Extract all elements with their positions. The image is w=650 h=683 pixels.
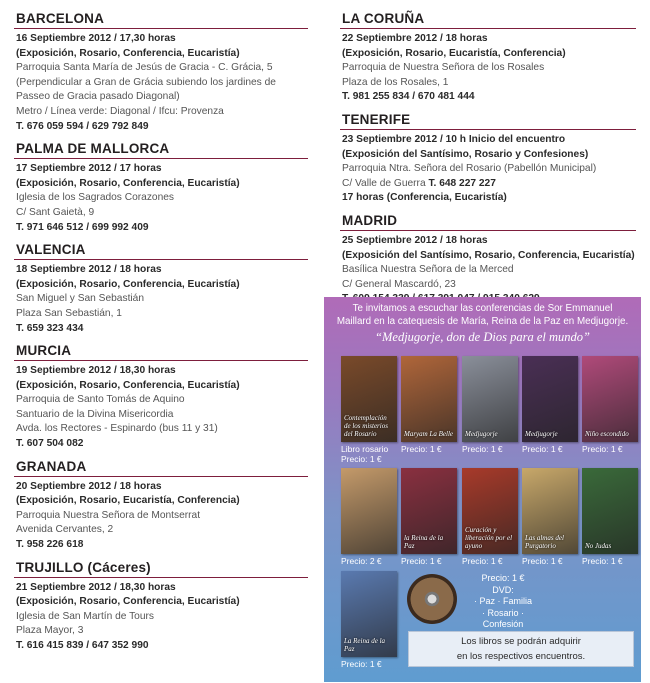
phone-number: 17 horas (Conferencia, Eucaristía) [342,192,507,204]
phone-number: T. 616 415 839 / 647 352 990 [16,640,149,651]
book-price: Precio: 1 € [462,556,503,566]
event-program: (Exposición, Rosario, Conferencia, Eucaristía) [16,379,240,391]
city-heading: LA CORUÑA [340,10,636,29]
venue-line: Metro / Línea verde: Diagonal / Ifcu: Provenza [16,105,224,117]
city-heading: MURCIA [14,342,308,361]
promo-intro-line-1: Te invitamos a escuchar las conferencias de Sor Emmanuel [352,303,613,314]
book-title: Medjugorje [465,430,498,438]
event-section [14,241,308,336]
book-cover [582,468,638,554]
event-date: 23 Septiembre 2012 / 10 h Inicio del encuentro [342,133,566,145]
event-section [340,10,636,105]
venue-phone-line [340,177,636,192]
promo-slogan: “Medjugorje, don de Dios para el mundo” [375,330,590,344]
event-section [14,10,308,134]
venue-line: Parroquia de Nuestra Señora de los Rosales [342,62,545,74]
book-title: Curación y liberación por el ayuno [465,526,513,550]
event-program: (Exposición, Rosario, Eucaristía, Conferencia) [16,495,240,507]
book-price: Precio: 2 € [341,556,382,566]
event-program: (Exposición, Rosario, Eucaristía, Conferencia) [342,47,566,59]
city-heading: PALMA DE MALLORCA [14,140,308,159]
event-date: 16 Septiembre 2012 / 17,30 horas [16,33,176,44]
book-title: Contemplación de los misterios del Rosario [344,414,388,438]
purchase-note-line-1: Los libros se podrán adquirir [461,636,581,647]
venue-line: Parroquia de Santo Tomás de Aquino [16,394,185,406]
venue-line: Basílica Nuestra Señora de la Merced [342,264,514,276]
event-date: 20 Septiembre 2012 / 18 horas [16,480,162,492]
book-price: Precio: 1 € [522,444,563,454]
book-cover [401,356,457,442]
book-price: Precio: 1 € [401,556,442,566]
venue-line: Iglesia de los Sagrados Corazones [16,192,175,204]
book-cover [462,468,518,554]
book-title: Medjugorje [525,430,558,438]
phone-number: T. 648 227 227 [428,177,496,189]
event-program: (Exposición, Rosario, Conferencia, Eucaristía) [16,278,240,290]
event-date: 21 Septiembre 2012 / 18,30 horas [16,581,176,593]
event-program: (Exposición, Rosario, Conferencia, Eucaristía) [16,596,240,608]
book-title: Las almas del Purgatorio [525,534,564,550]
book-cover [401,468,457,554]
venue-line: Avenida Cervantes, 2 [16,524,114,536]
dvd-label: DVD: [492,584,514,595]
city-heading: BARCELONA [14,10,308,29]
dvd-disc-icon [407,574,457,624]
book-cover [462,356,518,442]
venue-line: Santuario de la Divina Misericordia [16,408,174,420]
venue-line: C/ General Mascardó, 23 [342,278,456,290]
book-price: Precio: 1 € [582,444,623,454]
event-date: 17 Septiembre 2012 / 17 horas [16,163,162,175]
phone-number: T. 659 323 434 [16,322,84,334]
venue-line: Plaza San Sebastián, 1 [16,307,122,319]
event-section [14,559,308,654]
city-heading: TENERIFE [340,111,636,130]
event-section [14,342,308,452]
purchase-note [408,631,634,667]
event-program: (Exposición, Rosario, Conferencia, Eucaristía) [16,177,240,189]
event-date: 25 Septiembre 2012 / 18 horas [342,234,488,246]
purchase-note-line-2: en los respectivos encuentros. [456,651,586,662]
venue-line: Passeo de Gracia pasado Diagonal) [16,91,180,103]
dvd-items-2: · Rosario · Confesión [481,607,524,630]
event-section [14,458,308,553]
event-section [14,140,308,235]
event-section [340,212,636,307]
event-date: 22 Septiembre 2012 / 18 horas [342,33,488,44]
dvd-price: Precio: 1 € [481,573,525,583]
dvd-items-1: · Paz · Familia [473,596,532,607]
venue-line: C/ Valle de Guerra [342,177,426,189]
book-title: Niño escondido [585,430,629,438]
book-cover [341,468,397,554]
book-cover [522,356,578,442]
venue-line: Iglesia de San Martín de Tours [16,610,154,622]
dvd-info [462,573,544,631]
event-program: (Exposición, Rosario, Conferencia, Eucaristía) [16,47,240,59]
city-heading: GRANADA [14,458,308,477]
book-cover [341,571,397,657]
city-heading: MADRID [340,212,636,231]
venue-line: (Perpendicular a Gran de Grácia subiendo los jardines de [16,76,276,88]
book-title: No Judas [585,542,612,550]
book-price: Precio: 1 € [341,659,382,669]
venue-line: San Miguel y San Sebastián [16,293,144,305]
book-price: Precio: 1 € [522,556,563,566]
book-price: Precio: 1 € [462,444,503,454]
venue-line: Parroquia Santa María de Jesús de Gracia - C. Grácia, 5 [16,62,273,74]
phone-number: T. 958 226 618 [16,539,84,551]
phone-number: T. 676 059 594 / 629 792 849 [16,120,149,132]
phone-number: T. 607 504 082 [16,438,84,450]
book-price: Precio: 1 € [582,556,623,566]
promo-intro-line-2: Maillard en la catequesis de María, Reina de la Paz en Medjugorje. [336,316,629,327]
event-program: (Exposición del Santísimo, Rosario, Conferencia, Eucaristía) [342,249,635,261]
book-cover [341,356,397,442]
left-column [14,10,308,660]
venue-line: C/ Sant Gaietà, 9 [16,206,95,218]
phone-number: T. 981 255 834 / 670 481 444 [342,91,475,103]
phone-number: T. 971 646 512 / 699 992 409 [16,221,149,233]
event-section [340,111,636,206]
book-price: Precio: 1 € [401,444,442,454]
book-title: la Reina de la Paz [404,534,444,550]
book-title: La Reina de la Paz [344,637,386,653]
book-cover [522,468,578,554]
book-cover [582,356,638,442]
event-date: 18 Septiembre 2012 / 18 horas [16,264,162,276]
venue-line: Plaza de los Rosales, 1 [342,76,449,88]
book-price: Libro rosario Precio: 1 € [341,444,389,464]
promo-intro [324,297,641,328]
venue-line: Plaza Mayor, 3 [16,625,84,637]
venue-line: Parroquia Ntra. Señora del Rosario (Pabellón Municipal) [342,163,597,175]
event-date: 19 Septiembre 2012 / 18,30 horas [16,365,176,377]
book-title: Maryam La Belle [404,430,453,438]
city-heading: TRUJILLO (Cáceres) [14,559,308,578]
event-program: (Exposición del Santísimo, Rosario y Confesiones) [342,148,589,160]
right-column [340,10,636,313]
venue-line: Avda. los Rectores - Espinardo (bus 11 y 31) [16,423,218,435]
city-heading: VALENCIA [14,241,308,260]
venue-line: Parroquia Nuestra Señora de Montserrat [16,509,201,521]
